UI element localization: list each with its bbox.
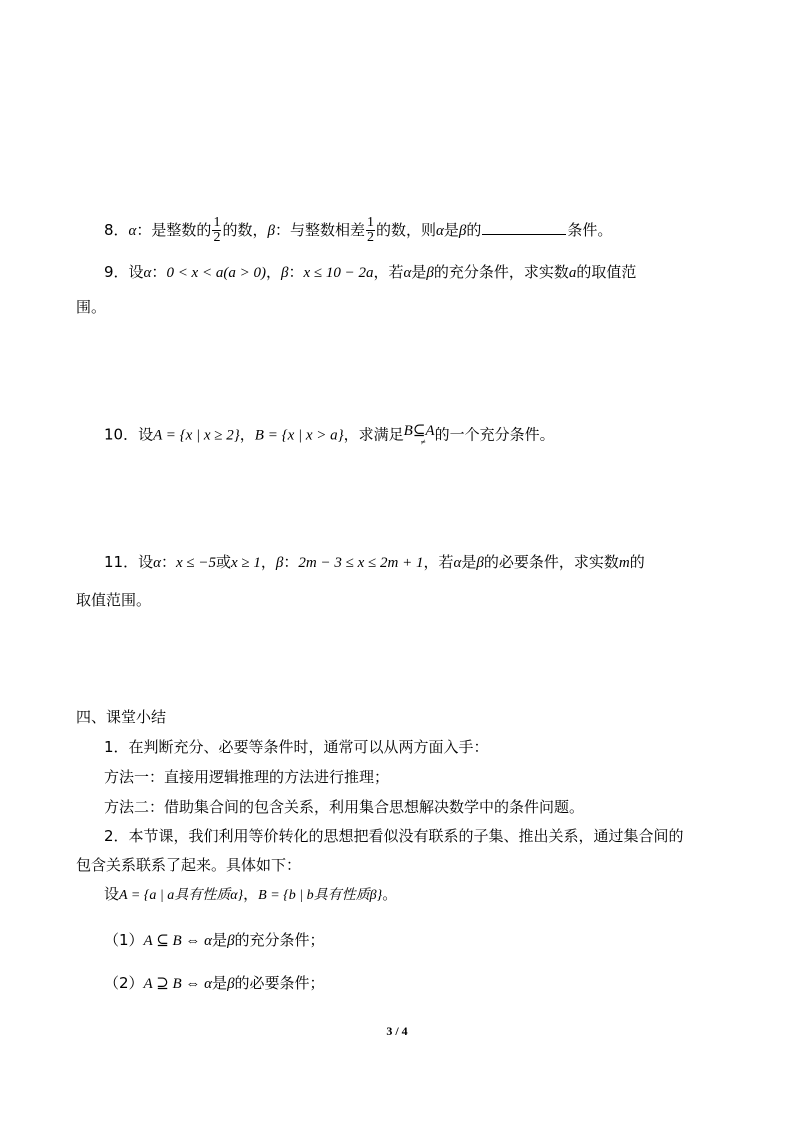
summary-point-1: 1．在判断充分、必要等条件时，通常可以从两方面入手： [104,738,489,756]
q11-text-5: 是 [461,553,477,571]
q8-alpha-2: α [435,223,444,239]
q9-variable: a [568,265,577,281]
question-9 [104,262,636,283]
q9-text-2: ， [265,263,281,281]
q8-answer-blank[interactable] [482,220,566,235]
q10-rel-left: B [403,423,413,439]
q11-condition-2: x ≥ 1 [231,555,261,571]
summary-set-definition [104,884,397,906]
item-2-math: A ⊇ B ⇔ α [143,976,213,992]
q10-set-b: B = {x | x > a} [254,427,344,444]
item-2-text-2: 的必要条件； [234,974,325,992]
q8-text-7: 条件。 [567,221,613,239]
q8-text-5: 是 [443,221,459,239]
set-def-comma: ， [243,885,259,903]
q11-number: 11．设 [104,553,154,571]
q9-text-1: ： [151,263,167,281]
q11-beta-2: β [476,555,484,571]
item-2-number: （2） [104,974,144,992]
set-def-prefix: 设 [104,885,120,903]
q11-variable: m [618,555,630,571]
q8-frac-den-2: 2 [366,230,374,245]
q10-set-a: A = {x | x ≥ 2} [153,427,240,444]
q11-beta: β [275,555,284,571]
summary-point-2-line-1: 2．本节课，我们利用等价转化的思想把看似没有联系的子集、推出关系，通过集合间的 [104,827,684,845]
q9-condition-beta: x ≤ 10 − 2a [303,265,374,281]
item-2-beta: β [227,976,235,992]
q10-text-2: ，求满足 [343,425,404,444]
q8-fraction-1 [212,216,221,245]
q11-text-4: ，若 [423,553,454,571]
q8-text-6: 的 [466,221,482,239]
set-def-period: 。 [382,885,398,903]
q9-alpha: α [143,265,152,281]
q9-text-3: ： [288,263,304,281]
q10-rel-right: A [425,423,435,439]
item-1-text-2: 的充分条件； [234,931,325,949]
set-def-b: B = {b | b具有性质β} [258,888,383,903]
q11-condition-beta: 2m − 3 ≤ x ≤ 2m + 1 [298,555,424,571]
q10-proper-subset [404,424,435,446]
q9-beta-2: β [426,265,434,281]
q11-text-2: ， [260,553,276,571]
item-1-text-1: 是 [212,931,228,949]
q9-text-6: 的充分条件，求实数 [433,263,569,281]
question-8 [104,216,612,245]
q11-text-3: ： [283,553,299,571]
q11-alpha: α [153,555,161,571]
q8-number: 8． [104,221,129,239]
item-1-beta: β [227,933,235,949]
q10-number: 10．设 [104,425,154,444]
summary-item-1 [104,930,325,951]
q10-text-1: ， [239,425,255,444]
q9-beta: β [280,265,289,281]
q9-text-4: ，若 [373,263,404,281]
item-1-math: A ⊆ B ⇔ α [143,933,213,949]
q11-text-1: ： [160,553,176,571]
question-10 [104,424,555,446]
q11-or: 或 [216,553,232,571]
q8-alpha: α [128,223,137,239]
q10-text-3: 的一个充分条件。 [434,425,555,444]
question-11 [104,552,645,573]
q9-text-7: 的取值范 [576,263,637,281]
q9-alpha-2: α [403,265,412,281]
summary-heading: 四、课堂小结 [76,708,167,726]
q8-frac-den-1: 2 [213,230,221,245]
q8-text-3: ：与整数相差 [274,221,365,239]
item-2-text-1: 是 [212,974,228,992]
q11-text-7: 的 [629,553,645,571]
q11-text-6: 的必要条件，求实数 [483,553,619,571]
q8-fraction-2 [366,216,375,245]
q8-beta-2: β [458,223,467,239]
summary-item-2 [104,973,325,994]
q10-not-equal-mark: ≠ [420,437,426,447]
summary-point-2-line-2: 包含关系联系了起来。具体如下： [76,856,302,874]
q11-condition-1: x ≤ −5 [175,555,216,571]
summary-method-2: 方法二：借助集合间的包含关系，利用集合思想解决数学中的条件问题。 [104,798,585,816]
page-number: 3 / 4 [386,1024,408,1038]
set-def-a: A = {a | a具有性质α} [119,888,244,903]
q11-alpha-2: α [453,555,462,571]
q8-text-1: ：是整数的 [136,221,212,239]
item-1-number: （1） [104,931,144,949]
q10-subset-symbol: ⊆ [412,423,426,439]
q8-frac-num-2: 1 [366,215,374,230]
q9-condition-alpha: 0 < x < a(a > 0) [166,265,266,281]
q8-text-2: 的数， [222,221,268,239]
q9-text-5: 是 [411,263,427,281]
q9-number: 9．设 [104,263,144,281]
q8-beta: β [267,223,275,239]
q8-frac-num-1: 1 [213,215,221,230]
summary-method-1: 方法一：直接用逻辑推理的方法进行推理； [104,768,390,786]
question-9-line-2: 围。 [76,298,107,316]
q8-text-4: 的数，则 [375,221,436,239]
question-11-line-2: 取值范围。 [76,591,152,609]
